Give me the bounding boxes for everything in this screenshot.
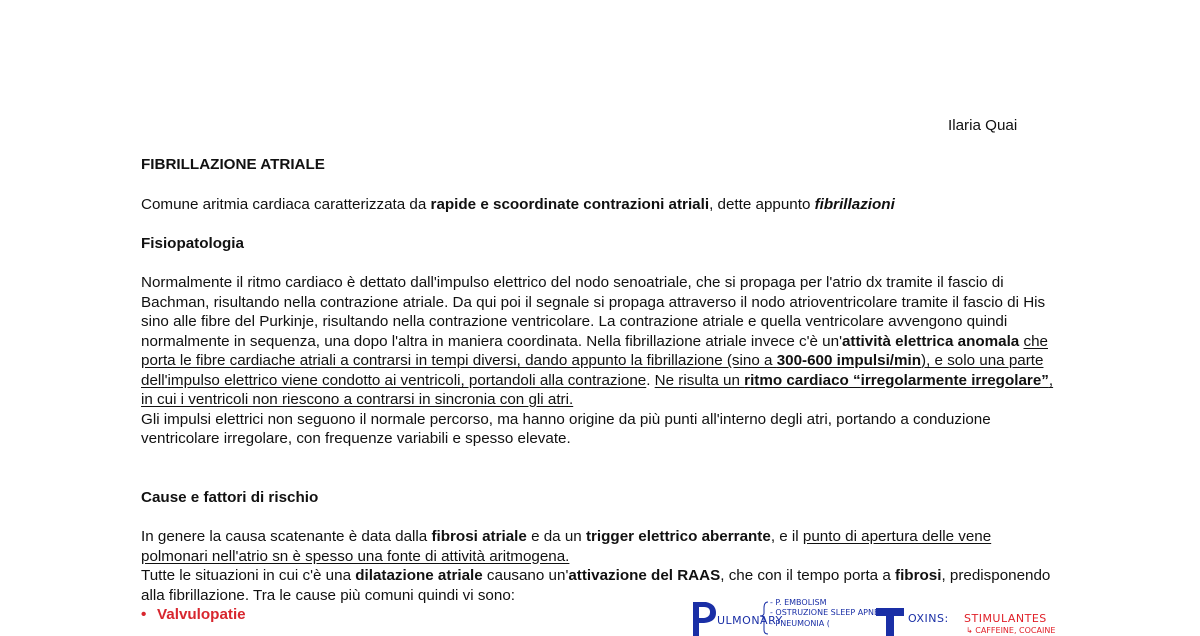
toxins-label: OXINS: <box>908 612 949 625</box>
bold-text: attività elettrica anomala <box>841 332 1020 350</box>
intro-text: , dette appunto <box>709 196 815 213</box>
intro-text: Comune aritmia cardiaca caratterizzata da <box>141 196 431 213</box>
bold-text: fibrosi <box>895 567 942 584</box>
bold-text: attivazione del RAAS <box>568 567 721 584</box>
underlined-bold-text: 300-600 impulsi/min <box>776 352 922 369</box>
letter-p-glyph <box>693 602 716 636</box>
stimulants-label: STIMULANTES <box>964 612 1047 625</box>
body-text: e da un <box>526 528 586 545</box>
underlined-text: Ne risulta un <box>654 371 745 389</box>
caffeine-label: ↳ CAFFEINE, COCAINE <box>966 626 1056 635</box>
author-name: Ilaria Quai <box>948 117 1018 134</box>
underlined-text: ), e solo una parte dell'impulso elettrico viene condotto ai ventricoli, portandoli alla contrazione <box>141 352 1044 389</box>
body-text: causano un' <box>482 567 569 584</box>
body-text: In genere la causa scatenante è data dalla <box>141 528 432 545</box>
section-heading-fisiopatologia: Fisiopatologia <box>141 235 244 252</box>
document-title: FIBRILLAZIONE ATRIALE <box>141 156 325 173</box>
sketch-item: - PNEUMONIA ( <box>770 619 830 628</box>
cause-list <box>141 605 246 625</box>
underlined-bold-text: ritmo cardiaco “irregolarmente irregolare” <box>744 371 1049 389</box>
sketch-item: - P. EMBOLISM <box>770 598 827 607</box>
body-text: , predisponendo alla fibrillazione. Tra le cause più comuni quindi vi sono: <box>141 567 1051 604</box>
pulmonary-label: ULMONARY <box>717 614 783 627</box>
body-text: , e il <box>770 528 803 545</box>
body-text: Tutte le situazioni in cui c'è una <box>141 567 356 584</box>
intro-bold-italic: fibrillazioni <box>814 196 895 213</box>
underlined-text: , in cui i ventricoli non riescono a contrarsi in sincronia con gli atri. <box>141 371 1054 408</box>
body-text: Gli impulsi elettrici non seguono il normale percorso, ma hanno origine da più punti all'interno degli atri, portando a conduzione ventricolare irregolare, con frequenze variabili e spesso elevate. <box>141 410 991 447</box>
cause-paragraph <box>141 527 1061 605</box>
body-text: Normalmente il ritmo cardiaco è dettato dall'impulso elettrico del nodo senoatriale, che si propaga per l'atrio dx tramite il fascio di Bachman, risultando nella contrazione atriale. Da qui poi il segnale si propaga attraverso il nodo atrioventricolare tramite il fascio di His sino alle fibre del Purkinje, risultando nella contrazione ventricolare. La contrazione atriale e quella ventricolare avvengono quindi normalmente in sequenza, una dopo l'altra in maniera coordinata. Nella fibrillazione atriale invece c'è un' <box>141 274 1046 350</box>
bold-text: fibrosi atriale <box>431 528 527 545</box>
body-text: , che con il tempo porta a <box>720 567 896 584</box>
bold-text: trigger elettrico aberrante <box>585 528 771 545</box>
underlined-text: che porta le fibre cardiache atriali a contrarsi in tempi diversi, dando appunto la fibrillazione (sino a <box>141 332 1048 369</box>
section-heading-cause: Cause e fattori di rischio <box>141 489 319 506</box>
bold-text: dilatazione atriale <box>355 567 483 584</box>
list-item-label: Valvulopatie <box>157 606 246 623</box>
body-text: . <box>646 371 655 389</box>
list-item <box>141 605 246 625</box>
bullet-marker: • <box>141 606 147 623</box>
intro-paragraph <box>141 195 1061 215</box>
sketch-item: - OSTRUZIONE SLEEP APNEA <box>770 608 885 617</box>
underlined-text: punto di apertura delle vene polmonari nell'atrio sn è spesso una fonte di attività aritmogena. <box>141 528 992 565</box>
intro-bold: rapide e scoordinate contrazioni atriali <box>430 196 710 213</box>
handwritten-sketch <box>690 596 1110 636</box>
fisiopatologia-paragraph <box>141 273 1061 449</box>
